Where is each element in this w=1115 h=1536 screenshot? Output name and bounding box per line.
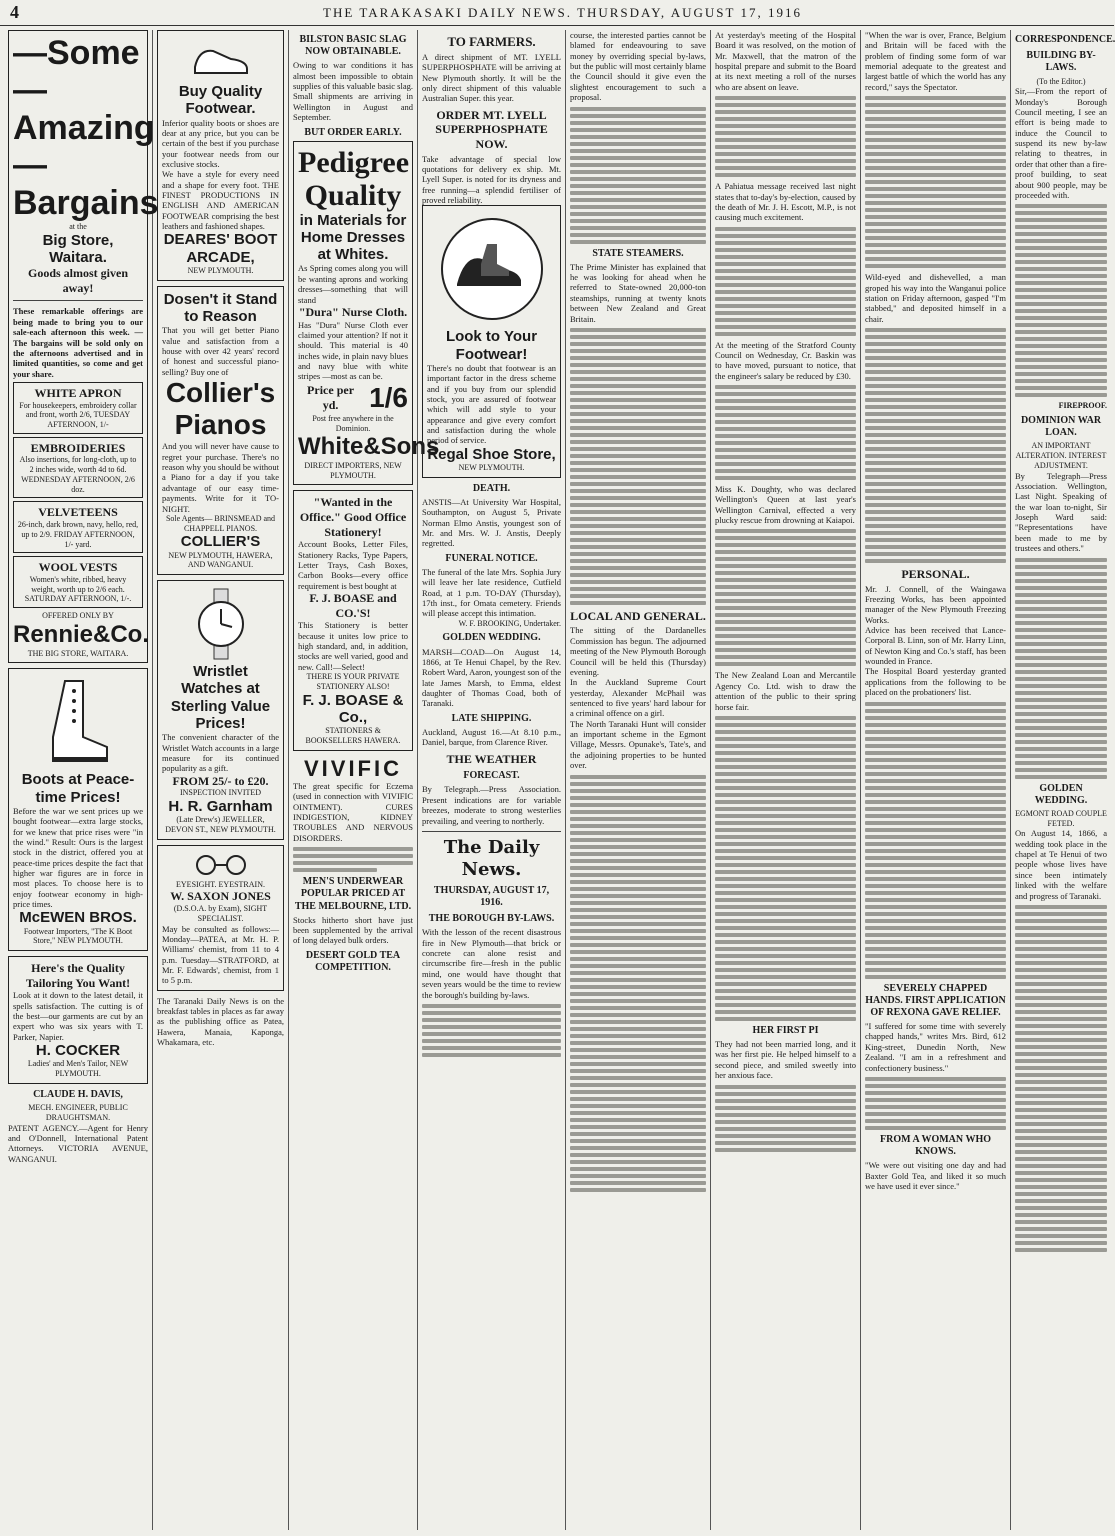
footwear-ad bbox=[157, 30, 284, 281]
chapped-body: "I suffered for some time with severely chapped hands," writes Mrs. Bird, 612 King-street, Dunedin North, New Zealand. "I am in a refreshment and confectionery business." bbox=[865, 1021, 1006, 1073]
at-the: at the bbox=[69, 221, 87, 231]
forecast-body: By Telegraph.—Press Association. Present indications are for variable breezes, moderate to strong westerlies prevailing, and veering to northerly. bbox=[422, 784, 561, 826]
bargain-intro: These remarkable offerings are being made to bring you to our sale-each afternoon this week. — The bargains will be sold only on the afternoons advertised and in limited quantities, so come and get your share. bbox=[13, 306, 143, 379]
funeral-body: The funeral of the late Mrs. Sophia Jury will leave her late residence, Cutfield Road, at 1 p.m. TO-DAY (Thursday), 17th inst., for Omata cemetery. Friends will please accept this intimation. bbox=[422, 566, 561, 619]
article-body-2: A Pahiatua message received last night states that to-day's by-election, caused by the death of Mr. J. H. Escott, M.P., is not causing much excitement. bbox=[715, 181, 856, 223]
vivific-title: VIVIFIC bbox=[303, 755, 402, 781]
article-body-3: At the meeting of the Stratford County Council on Wednesday, Cr. Baskin was to have moved, pursuant to notice, that the engineer's salary be reduced by £30. bbox=[715, 339, 856, 381]
order-title: ORDER MT. LYELL SUPERPHOSPHATE NOW. bbox=[435, 107, 548, 151]
article-body-2: Wild-eyed and dishevelled, a man groped his way into the Wanganui police station on Friday afternoon, gasped "I'm stabbed," and deposited himself in a chair. bbox=[865, 272, 1006, 324]
bylaws-title: THE BOROUGH BY-LAWS. bbox=[428, 913, 555, 925]
regal-name: Regal Shoe Store, bbox=[427, 445, 556, 463]
state-title: STATE STEAMERS. bbox=[592, 247, 684, 259]
boots-body: Before the war we sent prices up we bought footwear—extra large stocks, for we knew that price rises were "in the wind." Result: Ours is the largest stock in the district, offered you at peace-time prices despite the fact that higher war figures are in force in most places. To choose here is to enjoy footwear economy in high-price times. bbox=[13, 805, 143, 910]
woman-body: "We were out visiting one day and had Baxter Gold Tea, and liked it so much we have used it ever since." bbox=[865, 1160, 1006, 1191]
bros-name: McEWEN BROS. bbox=[19, 909, 137, 927]
death-body: ANSTIS—At University War Hospital, Southampton, on August 5, Private Norman Elmo Anstis, youngest son of Mr. and Mrs. W. J. Anstis, Deeply regretted. bbox=[422, 496, 561, 549]
bilston-body: Owing to war conditions it has almost been impossible to obtain supplies of this valuable basic slag. Small shipments are arriving in Wellington in August and September. bbox=[293, 60, 413, 123]
price-label: Price per yd. bbox=[307, 383, 355, 412]
piano-agents: Sole Agents— BRINSMEAD and CHAPPELL PIANOS. bbox=[165, 513, 276, 533]
boase-line: THERE IS YOUR PRIVATE STATIONERY ALSO! bbox=[306, 672, 400, 691]
item-title: WHITE APRON bbox=[34, 385, 122, 400]
column-8 bbox=[1011, 30, 1115, 1530]
weather-title: THE WEATHER bbox=[446, 751, 537, 766]
colliers-title: Collier's Pianos bbox=[165, 377, 276, 441]
shoe-illustration bbox=[191, 39, 251, 79]
golden-sub: EGMONT ROAD COUPLE FETED. bbox=[1015, 808, 1107, 828]
watch-ad bbox=[157, 580, 284, 840]
deares-sub: NEW PLYMOUTH. bbox=[187, 265, 254, 275]
corr-title: CORRESPONDENCE. bbox=[1015, 34, 1115, 45]
her-first-body: They had not been married long, and it was her first pie. He helped himself to a second piece, and smiled sweetly into her anxious face. bbox=[715, 1039, 856, 1081]
item-body: Women's white, ribbed, heavy weight, worth up to 2/6 each. SATURDAY AFTERNOON, 1/-. bbox=[24, 574, 132, 604]
pedigree-sub: in Materials for Home Dresses at Whites. bbox=[299, 211, 407, 264]
offered-by: OFFERED ONLY BY bbox=[42, 611, 114, 621]
boase-co: F. J. BOASE & Co., bbox=[302, 691, 404, 726]
column-6 bbox=[711, 30, 861, 1530]
funeral-title: FUNERAL NOTICE. bbox=[445, 552, 538, 564]
buy-body-2: We have a style for every need and a shape for every foot. THE FINEST PRODUCTIONS IN ENGLISH AND AMERICAN FOOTWEAR comprising the best leathers and fashioned shapes. bbox=[162, 169, 279, 232]
column-1 bbox=[4, 30, 159, 1530]
dura-body: Has "Dura" Nurse Cloth ever claimed your attention? If not it should. This material is 40 inches wide, in plain navy blues and navy blue with white stripes —most as can be. bbox=[298, 319, 408, 382]
piano-ad bbox=[157, 286, 284, 575]
her-first-title: HER FIRST PI bbox=[752, 1024, 819, 1036]
corr-letter: Sir,—From the report of Monday's Borough Council meeting, I see an effort is being made to induce the Council to suspend its new by-law relating to theatres, in order that other than a fire-proof building, to seat about 900 people, may be proceeded with. bbox=[1015, 86, 1107, 200]
column-2 bbox=[153, 30, 289, 1530]
wristlet-price: FROM 25/- to £20. bbox=[172, 773, 269, 788]
bylaws-body: With the lesson of the recent disastrous fire in New Plymouth—that brick or concrete can alone resist and circumscribe fire—fresh in the public mind, one would have thought that seven years would be the time to review the borough's building by-laws. bbox=[422, 927, 561, 1000]
saxon-body: May be consulted as follows:— Monday—PATEA, at Mr. H. P. Williams' chemist, from 11 to 4 p.m. Tuesday—STRATFORD, at Mr. F. Edwards', chemist, from 1 to 5 p.m. bbox=[162, 923, 279, 986]
bargains-ad bbox=[8, 30, 159, 663]
wanted-body: Account Books, Letter Files, Stationery Racks, Type Papers, Letter Trays, Cash Boxes, Carbon Books—every office requirement is best bought at bbox=[298, 539, 408, 591]
article-body-4: Miss K. Doughty, who was declared Wellington's Queen at last year's Wellington Carnival, effected a very plucky rescue from drowning at Kaiapoi. bbox=[715, 484, 856, 526]
store-name: Big Store, Waitara. bbox=[42, 231, 114, 266]
item-title: EMBROIDERIES bbox=[30, 440, 126, 455]
state-body: The Prime Minister has explained that he was looking for ahead when he referred to State-owned 20,000-ton steamships, running at twenty knots between New Zealand and Great Britain. bbox=[570, 261, 706, 324]
bargain-item bbox=[13, 437, 143, 499]
buy-body: Inferior quality boots or shoes are dear at any price, but you can be certain of the best if you purchase your footwear needs from our exclusive stocks. bbox=[162, 117, 279, 169]
bargain-item bbox=[13, 501, 143, 553]
column-7 bbox=[861, 30, 1011, 1530]
look-title: Look to Your Footwear! bbox=[445, 328, 538, 363]
look-body: There's no doubt that footwear is an important factor in the dress scheme and if you buy from our splendid stock, you are assured of footwear which will add style to your appearance and give every comfort and satisfaction during the whole period of service. bbox=[427, 362, 556, 446]
pedigree-title: Pedigree Quality bbox=[298, 145, 410, 212]
woman-title: FROM A WOMAN WHO KNOWS. bbox=[879, 1133, 992, 1158]
collier-co: COLLIER'S bbox=[180, 533, 261, 551]
patent-agency: PATENT AGENCY.—Agent for Henry and O'Donnell, International Patent Attorneys. VICTORIA AVENUE, WANGANUI. bbox=[8, 1122, 148, 1164]
pedigree-body: As Spring comes along you will be wanting aprons and working dresses—something that will stand bbox=[298, 263, 408, 305]
bargain-word-3: —Bargains bbox=[13, 146, 159, 222]
reason-title: Dosen't it Stand to Reason bbox=[163, 290, 278, 325]
underwear-title: MEN'S UNDERWEAR POPULAR PRICED AT THE MELBOURNE, LTD. bbox=[294, 876, 412, 912]
eyesight-ad bbox=[157, 845, 284, 991]
article-body-1: "When the war is over, France, Belgium and Britain will be faced with the problem of finding some form of war memorial adequate to the greatest and largest battle of which the world has any record," says the Spectator. bbox=[865, 30, 1006, 92]
loan-alter: AN IMPORTANT ALTERATION. INTEREST ADJUSTMENT. bbox=[1015, 441, 1107, 470]
bargain-word-2: —Amazing bbox=[13, 71, 155, 147]
company-name: Rennie&Co. bbox=[13, 620, 150, 648]
golden-body: On August 14, 1866, a wedding took place in the chapel at Te Henui of two people whose lives have since been intimately linked with the welfare and progress of Taranaki. bbox=[1015, 828, 1107, 901]
daily-news-date: THURSDAY, AUGUST 17, 1916. bbox=[433, 884, 550, 909]
article-body-1: At yesterday's meeting of the Hospital Board it was resolved, on the motion of Mr. Maxwell, that the matron of the hospital prepare and submit to the Board at its next meeting a roll of the nurses who are absent on leave. bbox=[715, 30, 856, 92]
local-title: LOCAL AND GENERAL. bbox=[570, 608, 706, 623]
boase-sub: STATIONERS & BOOKSELLERS HAWERA. bbox=[305, 726, 401, 745]
column-3 bbox=[289, 30, 440, 1530]
post-free: Post free anywhere in the Dominion. bbox=[312, 413, 394, 433]
davis-name: CLAUDE H. DAVIS, bbox=[33, 1088, 123, 1100]
cocker-sub: Ladies' and Men's Tailor, NEW PLYMOUTH. bbox=[27, 1059, 129, 1079]
masthead-title: THE TARAKASAKI DAILY NEWS. THURSDAY, AUGUST 17, 1916 bbox=[323, 4, 802, 20]
colliers-body: And you will never have cause to regret your purchase. There's no reason why you should be without a Piano for a day if you take advantage of our easy time-payments. Write for it TO-NIGHT. bbox=[162, 441, 279, 514]
golden-title: GOLDEN WEDDING. bbox=[1034, 782, 1088, 806]
brooking: W. F. BROOKING, Undertaker. bbox=[458, 618, 561, 628]
personal-body-3: The Hospital Board yesterday granted applications from the following to be placed on the probationers' list. bbox=[865, 666, 1006, 698]
tailor-body: Look at it down to the latest detail, it spells satisfaction. The cutting is of the best—our garments are cut by an expert who was six years with T. Parker, Napier. bbox=[13, 990, 143, 1042]
chapped-title: SEVERELY CHAPPED HANDS. FIRST APPLICATION OF REXONA GAVE RELIEF. bbox=[865, 982, 1006, 1018]
corr-sign: FIREPROOF. bbox=[1058, 401, 1107, 411]
company-sub: THE BIG STORE, WAITARA. bbox=[27, 648, 129, 658]
forecast-title: FORECAST. bbox=[463, 770, 520, 782]
desert-title: DESERT GOLD TEA COMPETITION. bbox=[305, 949, 401, 973]
watch-illustration bbox=[186, 589, 256, 659]
regal-ad bbox=[422, 205, 561, 477]
tailor-ad bbox=[8, 956, 148, 1084]
footer-note: The Taranaki Daily News is on the breakfast tables in places as far away as the publishing office as Patea, Hawera, Manaia, Kaponga, Whakamara, etc. bbox=[157, 995, 284, 1048]
whites-name: White&Sons bbox=[298, 433, 440, 461]
collier-towns: NEW PLYMOUTH, HAWERA, AND WANGANUI. bbox=[168, 550, 273, 570]
garnham-name: H. R. Garnham bbox=[168, 797, 273, 815]
boots-ad bbox=[8, 668, 148, 951]
personal-body-2: Advice has been received that Lance-Corporal B. Linn, son of Mr. Harry Linn, of Newton King and Co.'s staff, has been wounded in France. bbox=[865, 625, 1006, 667]
saxon-name: W. SAXON JONES bbox=[170, 889, 271, 904]
corr-bylaws: BUILDING BY-LAWS. bbox=[1026, 50, 1096, 74]
price-value: 1/6 bbox=[369, 381, 408, 413]
cocker-name: H. COCKER bbox=[35, 1042, 121, 1060]
boase-name: F. J. BOASE and CO.'S! bbox=[309, 591, 397, 620]
regal-sub: NEW PLYMOUTH. bbox=[458, 462, 525, 472]
item-body: 26-inch, dark brown, navy, hello, red, up to 2/9. FRIDAY AFTERNOON, 1/- yard. bbox=[17, 520, 139, 549]
shipping-body: Auckland, August 16.—At 8.10 p.m., Daniel, barque, from Clarence River. bbox=[422, 726, 561, 748]
footwear-illustration bbox=[437, 214, 547, 324]
vivific-body: The great specific for Eczema (used in connection with VIVIFIC OINTMENT). CURES INDIGESTION, KIDNEY TROUBLES AND NERVOUS DISORDERS. bbox=[293, 780, 413, 843]
reason-body: That you will get better Piano value and satisfaction from a house with over 42 years' record of honest and successful piano-selling? Buy one of bbox=[162, 325, 279, 377]
article-body-5: The New Zealand Loan and Mercantile Agency Co. Ltd. wish to draw the attention of the public to their spring horse fair. bbox=[715, 670, 856, 712]
item-body: For housekeepers, embroidery collar and front, worth 2/6, TUESDAY AFTERNOON, 1/- bbox=[19, 400, 137, 430]
boot-illustration bbox=[43, 677, 113, 767]
stationery-ad bbox=[293, 490, 413, 750]
davis-sub: MECH. ENGINEER, PUBLIC DRAUGHTSMAN. bbox=[28, 1103, 128, 1122]
personal-title: PERSONAL. bbox=[901, 566, 970, 581]
loan-body: By Telegraph—Press Association. Wellington, Last Night. Speaking of the war loan to-night, Sir Joseph Ward said: "Representations have been made to me by trustees and others." bbox=[1015, 470, 1107, 554]
deares-name: DEARES' BOOT ARCADE, bbox=[163, 231, 278, 266]
personal-body: Mr. J. Connell, of the Waingawa Freezing Works, has been appointed manager of the New Plymouth Freezing Works. bbox=[865, 583, 1006, 625]
eyesight-header: EYESIGHT. EYESTRAIN. bbox=[176, 879, 265, 889]
page-number: 4 bbox=[10, 1, 21, 22]
boots-title: Boots at Peace-time Prices! bbox=[21, 771, 135, 806]
farmers-body: A direct shipment of MT. LYELL SUPERPHOSPHATE will be arriving at New Plymouth shortly. It will be the only direct shipment of this valuable Australian Super. this year. bbox=[422, 51, 561, 104]
loan-title: DOMINION WAR LOAN. bbox=[1020, 415, 1102, 439]
wedding-title: GOLDEN WEDDING. bbox=[442, 632, 541, 644]
bros-sub: Footwear Importers, "The K Boot Store," NEW PLYMOUTH. bbox=[23, 926, 133, 946]
tailor-title: Here's the Quality Tailoring You Want! bbox=[25, 961, 131, 990]
wristlet-title: Wristlet Watches at Sterling Value Prices! bbox=[170, 663, 271, 732]
masthead bbox=[0, 0, 1114, 26]
bargain-item bbox=[13, 382, 143, 434]
bargain-item bbox=[13, 556, 143, 608]
column-5 bbox=[566, 30, 711, 1530]
spectacles-icon bbox=[191, 854, 251, 876]
order-early: BUT ORDER EARLY. bbox=[304, 126, 402, 138]
article-body: course, the interested parties cannot be blamed for endeavouring to save money by overriding special by-laws, but the public will most certainly blame the Council should it give even the slightest encouragement to such a proposal. bbox=[570, 30, 706, 103]
buy-title: Buy Quality Footwear. bbox=[178, 83, 263, 118]
local-body-2: In the Auckland Supreme Court yesterday, Alexander McPhail was sentenced to five years' hard labour for a criminal offence on a girl. bbox=[570, 677, 706, 719]
garnham-sub: (Late Drew's) JEWELLER, DEVON ST., NEW PLYMOUTH. bbox=[165, 815, 276, 834]
boase-body: This Stationery is better because it unites low price to high standard, and, in addition, stocks are well varied, good and new. Call!—Select! bbox=[298, 620, 408, 672]
death-title: DEATH. bbox=[472, 482, 511, 494]
order-body: Take advantage of special low quotations for delivery ex ship. Mt. Lyell Super. is noted for its dryness and free running—a splendid fertiliser of proved reliability. bbox=[422, 153, 561, 205]
bargain-word-1: —Some bbox=[13, 34, 140, 72]
goods-given: Goods almost given away! bbox=[27, 266, 128, 295]
local-body-3: The North Taranaki Hunt will consider an important scheme in the Egmont Village, Messrs. Opunake's, Tate's, and the adjoining properties to be hunted over. bbox=[570, 718, 706, 771]
whites-sub: DIRECT IMPORTERS, NEW PLYMOUTH. bbox=[304, 460, 402, 480]
daily-news-title: The Daily News. bbox=[443, 836, 540, 880]
underwear-body: Stocks hitherto short have just been supplemented by the arrival of long delayed bulk orders. bbox=[293, 914, 413, 946]
wedding-body: MARSH—COAD—On August 14, 1866, at Te Henui Chapel, by the Rev. Robert Ward, Aaron, youngest son of the late James Marsh, to Emma, eldest daughter of Thomas Coad, both of Taranaki. bbox=[422, 646, 561, 709]
wristlet-body: The convenient character of the Wristlet Watch accounts in a large measure for its continued popularity as a gift. bbox=[162, 732, 279, 774]
item-body: Also insertions, for long-cloth, up to 2 inches wide, worth 4d to 6d. WEDNESDAY AFTERNOON, 2/6 doz. bbox=[19, 455, 137, 494]
dura-title: "Dura" Nurse Cloth. bbox=[298, 304, 408, 319]
local-body: The sitting of the Dardanelles Commission has begun. The adjourned meeting of the New Plymouth Borough Council will be held this (Thursday) evening. bbox=[570, 625, 706, 677]
shipping-title: LATE SHIPPING. bbox=[451, 712, 532, 724]
item-title: VELVETEENS bbox=[38, 505, 118, 520]
saxon-sub: (D.S.O.A. by Exam), SIGHT SPECIALIST. bbox=[173, 904, 268, 923]
farmers-title: TO FARMERS. bbox=[447, 34, 536, 49]
wanted-title: "Wanted in the Office." Good Office Stationery! bbox=[299, 495, 407, 539]
inspection: INSPECTION INVITED bbox=[179, 788, 262, 798]
pedigree-ad bbox=[293, 141, 440, 486]
corr-editor: (To the Editor.) bbox=[1036, 76, 1086, 86]
column-4 bbox=[418, 30, 566, 1530]
item-title: WOOL VESTS bbox=[38, 560, 118, 575]
bilston-title: BILSTON BASIC SLAG NOW OBTAINABLE. bbox=[299, 34, 407, 58]
